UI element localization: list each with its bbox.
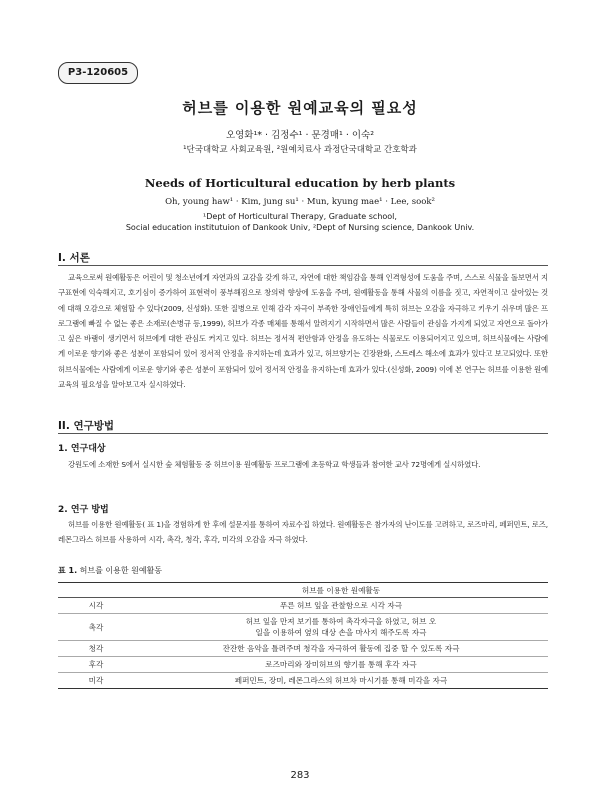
authors-korean: 오영화¹* · 김정수¹ · 문경매¹ · 이숙² xyxy=(225,130,375,141)
table-header: 허브를 이용한 원예활동 xyxy=(134,583,548,598)
table-caption-text: 허브를 이용한 원예활동 xyxy=(79,566,163,575)
affiliation-english-line1: ¹Dept of Horticultural Therapy, Graduate school, xyxy=(203,212,397,221)
table-caption-label: 표 1. xyxy=(58,566,78,575)
introduction-paragraph: 교육으로써 원예활동은 어린이 및 청소년에게 자연과의 교감을 갖게 하고, 자연에 대한 책임감을 통해 인격형성에 도움을 주며, 스스로 식물을 돌보면서 지구표현에 익숙해지고, 호기심이 증가하여 표현력이 풍부해짐으로 창의력 향상에 도움을 주며, 원예활동을 통해 사물의 이름을 짓고, 자연적이고 살아있는 것에 대해 오감으로 체험할 수 있다(2009, 신성화). 또한 질병으로 인해 감각 자극이 부족한 장애인들에게 특히 허브는 오감을 자극하고 키우기 쉬우며 많은 프로그램에 빠질 수 없는 좋은 소재로(손병규 등,1999), 허브가 각종 매체를 통해서 알려지기 시작하면서 많은 사람들이 관심을 가지게 되었고 자연으로 돌아가고 싶은 바램이 생기면서 허브에게 대한 관심도 커지고 있다. 허브는 정서적 편안함과 안정을 유도하는 식물로도 이용되어지고 있으며, 허브식물에는 사람에게 이로운 향기와 좋은 성분이 포함되어 있어 정서적 안정을 유지하는데 효과가 있고, 허브향기는 긴장완화, 스트레스 해소에 효과가 있다고 보고되었다. 또한 허브식물에는 사람에게 이로운 향기와 좋은 성분이 포함되어 있어 정서적 안정을 유지하는데 효과가 있다.(신성화, 2009) 이에 본 연구는 허브를 이용한 원예교육의 필요성을 알아보고자 실시하였다. xyxy=(58,273,548,390)
herb-activity-table xyxy=(58,582,548,689)
subsection-subjects-heading: 1. 연구대상 xyxy=(58,444,106,454)
title-english: Needs of Horticultural education by herb plants xyxy=(144,176,456,190)
section-methods-heading: II. 연구방법 xyxy=(58,420,115,432)
subjects-paragraph: 강원도에 소재한 S에서 실시한 숲 체험활동 중 허브이용 원예활동 프로그램에 초등학교 학생들과 참여한 교사 72명에게 실시하였다. xyxy=(68,460,481,469)
subsection-method-heading: 2. 연구 방법 xyxy=(58,505,109,515)
table-cell-activity: 푸른 허브 잎을 관찰함으로 시각 자극 xyxy=(134,598,548,614)
title-korean: 허브를 이용한 원예교육의 필요성 xyxy=(182,99,418,117)
table-cell-activity: 잔잔한 음악을 틀려주며 청각을 자극하여 활동에 집중 할 수 있도록 자극 xyxy=(134,641,548,657)
section-introduction-heading: I. 서론 xyxy=(58,252,90,264)
affiliation-english xyxy=(0,211,600,233)
section-divider xyxy=(58,433,548,434)
table-cell-category: 후각 xyxy=(58,657,134,673)
table-cell-category: 시각 xyxy=(58,598,134,614)
table-cell-activity: 허브 잎을 만져 보기를 통하여 촉각자극을 하였고, 허브 오일을 이용하여 옆의 대상 손을 마사지 해주도록 자극 xyxy=(134,614,548,641)
method-paragraph: 허브를 이용한 원예활동( 표 1)을 경험하게 한 후에 설문지를 통하여 자료수집 하였다. 원예활동은 참가자의 난이도를 고려하고, 로즈마리, 페퍼민트, 로즈, 레몬그라스 허브를 사용하여 시각, 촉각, 청각, 후각, 미각의 오감을 자극 하였다. xyxy=(58,520,548,545)
table-row xyxy=(58,641,548,657)
table-cell-category: 청각 xyxy=(58,641,134,657)
table-caption xyxy=(58,565,162,576)
table-cell-category: 미각 xyxy=(58,673,134,689)
table-cell-activity: 페퍼민트, 장미, 레몬그라스의 허브차 마시기를 통해 미각을 자극 xyxy=(134,673,548,689)
authors-english: Oh, young haw¹ · Kim, jung su¹ · Mun, kyung mae¹ · Lee, sook² xyxy=(165,197,435,207)
table-cell-activity: 로즈마리와 장미허브의 향기를 통해 후각 자극 xyxy=(134,657,548,673)
page-number: 283 xyxy=(290,770,310,781)
table-row xyxy=(58,614,548,641)
paper-code-badge: P3-120605 xyxy=(58,62,138,84)
affiliation-english-line2: Social education institutuion of Dankook Univ, ²Dept of Nursing science, Dankook Univ. xyxy=(125,223,475,232)
table-row xyxy=(58,598,548,614)
affiliation-korean: ¹단국대학교 사회교육원, ²원예치료사 과정단국대학교 간호학과 xyxy=(183,145,417,155)
table-header-empty xyxy=(58,583,134,598)
table-cell-category: 촉각 xyxy=(58,614,134,641)
table-row xyxy=(58,673,548,689)
table-header-row xyxy=(58,583,548,598)
section-divider xyxy=(58,265,548,266)
table-row xyxy=(58,657,548,673)
